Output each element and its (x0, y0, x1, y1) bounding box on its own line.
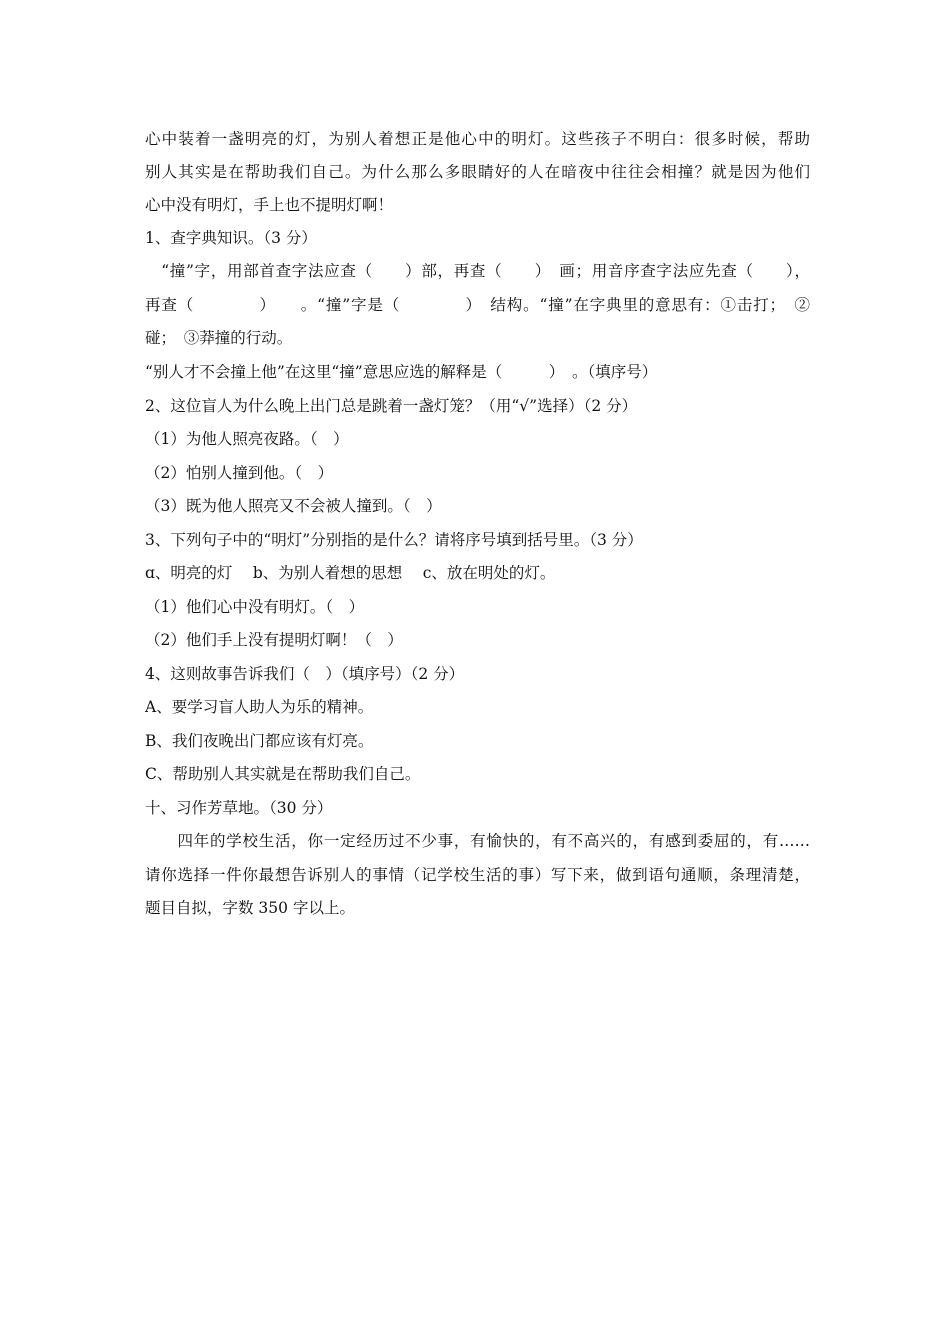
choice-item: B、我们夜晚出门都应该有灯亮。 (145, 732, 374, 750)
choice-item: A、要学习盲人助人为乐的精神。 (145, 698, 374, 716)
passage-line: 别人其实是在帮助我们自己。为什么那么多眼睛好的人在暗夜中往往会相撞？就是因为他们 (145, 163, 810, 181)
question-heading: 4、这则故事告诉我们（ ）（填序号）（2 分） (145, 665, 465, 683)
writing-prompt-line: 题目自拟，字数 350 字以上。 (145, 899, 355, 917)
question-text: “别人才不会撞上他”在这里“撞”意思应选的解释是（ ） 。（填序号） (145, 363, 658, 381)
choice-item: （2）他们手上没有提明灯啊！（ ） (145, 631, 403, 649)
question-text: “撞”字，用部首查字法应查（ ）部，再查（ ） 画；用音序查字法应先查（ ）， (145, 262, 810, 280)
question-text: 碰； ③莽撞的行动。 (145, 329, 293, 347)
writing-prompt-line: 请你选择一件你最想告诉别人的事情（记学校生活的事）写下来，做到语句通顺，条理清楚， (145, 866, 810, 884)
choice-item: （2）怕别人撞到他。（ ） (145, 464, 334, 482)
writing-prompt-line: 四年的学校生活，你一定经历过不少事，有愉快的，有不高兴的，有感到委屈的，有…… (145, 832, 810, 850)
choice-item: （1）为他人照亮夜路。（ ） (145, 430, 349, 448)
section-heading: 十、习作芳草地。（30 分） (145, 799, 333, 817)
question-heading: 3、下列句子中的“明灯”分别指的是什么？请将序号填到括号里。（3 分） (145, 531, 643, 549)
choice-item: C、帮助别人其实就是在帮助我们自己。 (145, 765, 421, 783)
passage-line: 心中没有明灯，手上也不提明灯啊！ (145, 196, 394, 214)
option-list: ɑ、明亮的灯 b、为别人着想的思想 c、放在明处的灯。 (145, 564, 556, 582)
question-text: 再查（ ） 。“撞”字是（ ） 结构。“撞”在字典里的意思有：①击打； ② (145, 296, 810, 314)
choice-item: （3）既为他人照亮又不会被人撞到。（ ） (145, 497, 442, 515)
question-heading: 2、这位盲人为什么晚上出门总是跳着一盏灯笼？（用“√”选择）（2 分） (145, 397, 638, 415)
passage-line: 心中装着一盏明亮的灯，为别人着想正是他心中的明灯。这些孩子不明白：很多时候，帮助 (145, 130, 810, 148)
question-heading: 1、查字典知识。（3 分） (145, 229, 317, 247)
choice-item: （1）他们心中没有明灯。（ ） (145, 598, 365, 616)
